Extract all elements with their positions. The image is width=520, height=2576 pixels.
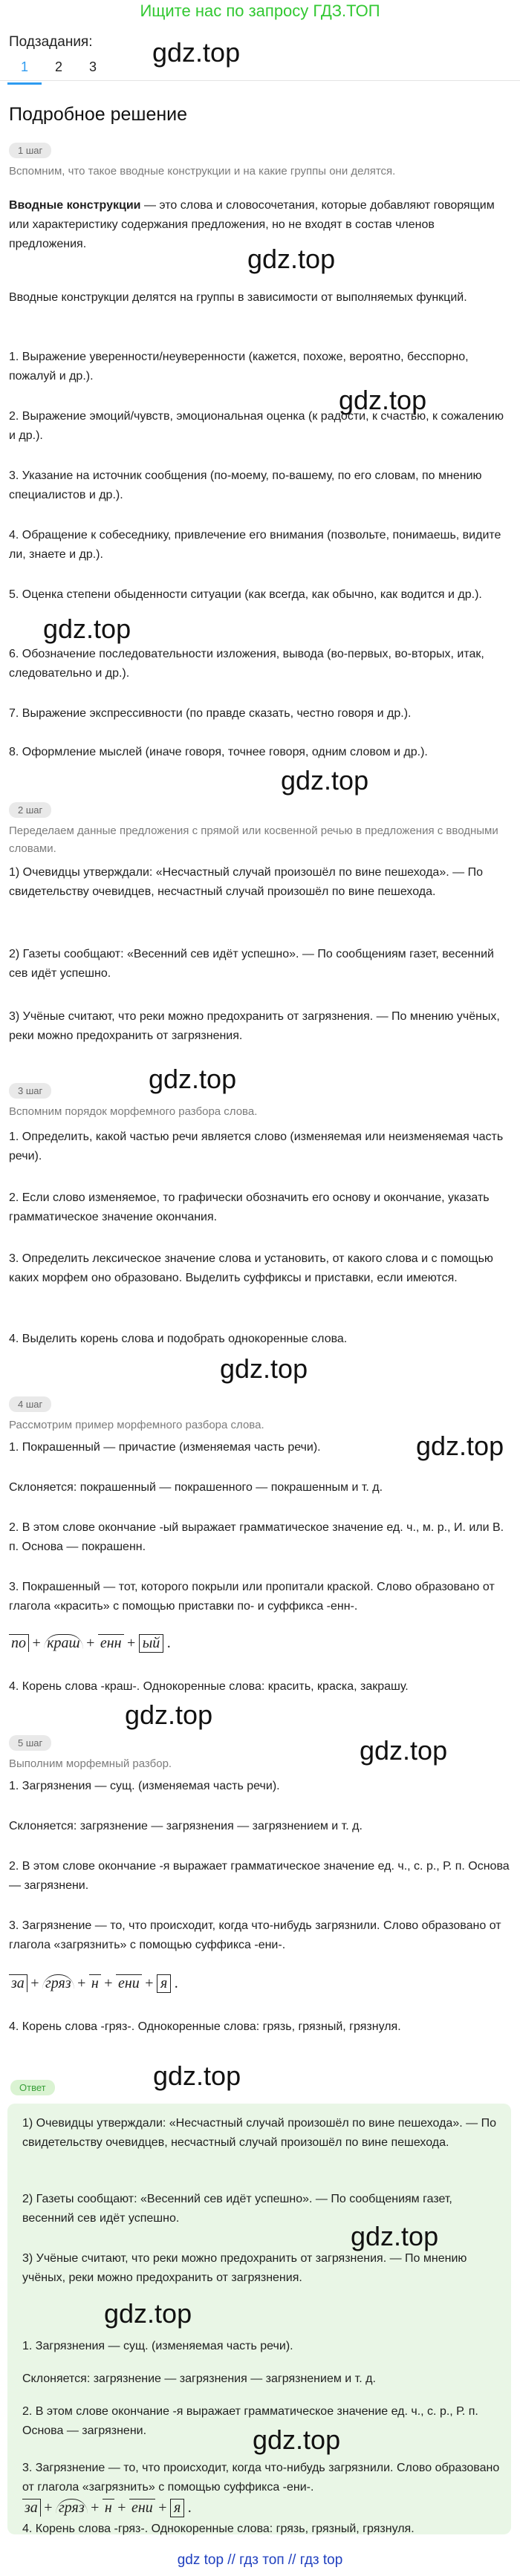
paragraph <box>9 288 511 308</box>
list-item <box>9 348 511 386</box>
list-item-text: 2. Выражение эмоций/чувств, эмоциональная оценка (к радости, к счастью, к сожалению и др.). <box>9 410 504 442</box>
list-item-text: 8. Оформление мыслей (иначе говоря, точнее говоря, одним словом и др.). <box>9 746 428 758</box>
watermark: gdz.top <box>360 1735 448 1766</box>
list-item <box>9 1916 511 1955</box>
morpheme-parse: за + гряз + н + ени + я . <box>22 2499 504 2517</box>
subtasks-label: Подзадания: <box>9 34 93 50</box>
list-item-text: 4. Выделить корень слова и подобрать однокоренные слова. <box>9 1333 348 1345</box>
watermark: gdz.top <box>247 244 336 274</box>
list-item <box>9 1128 511 1166</box>
answer-text: 2. В этом слове окончание -я выражает грамматическое значение ед. ч., с. р., Р. п. Основа — загрязнени. <box>22 2405 478 2437</box>
list-item <box>9 1677 511 1697</box>
morpheme-ending: я <box>157 1974 171 1993</box>
step-4 <box>9 1396 511 1434</box>
answer-text: 2) Газеты сообщают: «Весенний сев идёт успешно». — По сообщениям газет, весенний сев идёт успешно. <box>22 2193 452 2225</box>
answer-badge: Ответ <box>10 2080 55 2095</box>
answer-item <box>22 2370 504 2389</box>
list-item <box>9 1578 511 1616</box>
step-badge: 1 шаг <box>9 143 51 158</box>
tab-2[interactable]: 2 <box>54 59 62 74</box>
list-item-text: 4. Обращение к собеседнику, привлечение его внимания (позвольте, понимаешь, видите ли, знаете и др.). <box>9 529 501 561</box>
list-item <box>9 945 511 983</box>
list-item <box>9 1249 511 1288</box>
step-2 <box>9 802 511 858</box>
answer-text: 4. Корень слова -гряз-. Однокоренные слова: грязь, грязный, грязнуля. <box>22 2523 415 2535</box>
morpheme-ending: я <box>170 2499 184 2517</box>
list-item <box>9 704 511 723</box>
watermark: gdz.top <box>253 2424 341 2455</box>
morpheme-prefix: за <box>22 2499 41 2517</box>
watermark: gdz.top <box>125 1700 213 1730</box>
list-item <box>9 585 511 605</box>
morpheme-root: краш <box>44 1634 82 1652</box>
list-item <box>9 1478 511 1497</box>
list-item <box>9 1817 511 1836</box>
list-item-text: Склоняется: покрашенный — покрашенного — покрашенным и т. д. <box>9 1481 383 1494</box>
promo-link[interactable]: Ищите нас по запросу ГДЗ.ТОП <box>140 1 380 20</box>
list-item <box>9 1857 511 1896</box>
morpheme-suffix: ени <box>129 2499 155 2517</box>
list-item-text: 2. В этом слове окончание -я выражает грамматическое значение ед. ч., с. р., Р. п. Основа — загрязнени. <box>9 1860 510 1892</box>
list-item <box>9 466 511 505</box>
list-item-text: 3. Указание на источник сообщения (по-моему, по-вашему, по его словам, по мнению специалистов и др.). <box>9 469 482 501</box>
section-title: Подробное решение <box>9 104 188 125</box>
list-item <box>9 1007 511 1046</box>
list-item <box>9 407 511 446</box>
morpheme-prefix: по <box>9 1634 29 1652</box>
footer-watermark: gdz top // гдз топ // гдз top <box>177 2552 343 2568</box>
step-badge: 4 шаг <box>9 1396 51 1412</box>
list-item-text: 1. Загрязнения — сущ. (изменяемая часть речи). <box>9 1780 280 1792</box>
list-item-text: 3) Учёные считают, что реки можно предохранить от загрязнения. — По мнению учёных, реки можно предохранить от загрязнения. <box>9 1010 500 1042</box>
step-intro: Выполним морфемный разбор. <box>9 1757 172 1770</box>
answer-item <box>22 2249 504 2288</box>
list-item-text: 1. Выражение уверенности/неуверенности (кажется, похоже, вероятно, бесспорно, пожалуй и др.). <box>9 351 469 383</box>
watermark: gdz.top <box>43 614 131 644</box>
watermark: gdz.top <box>220 1353 308 1384</box>
morpheme-suffix: ени <box>116 1974 142 1992</box>
step-1 <box>9 143 511 180</box>
answer-text: 1. Загрязнения — сущ. (изменяемая часть речи). <box>22 2340 293 2352</box>
list-item <box>9 743 511 762</box>
morpheme-suffix: енн <box>98 1634 124 1652</box>
list-item <box>9 526 511 565</box>
answer-item <box>22 2459 504 2497</box>
term: Вводные конструкции <box>9 199 141 212</box>
morpheme-ending: ый <box>139 1634 164 1653</box>
watermark: gdz.top <box>149 1064 237 1094</box>
watermark: gdz.top <box>351 2221 439 2251</box>
list-item-text: Склоняется: загрязнение — загрязнения — загрязнением и т. д. <box>9 1820 363 1832</box>
list-item-text: 3. Покрашенный — тот, которого покрыли или пропитали краской. Слово образовано от глагола «красить» с помощью приставки по- и суффикса -енн-. <box>9 1581 495 1613</box>
step-intro: Переделаем данные предложения с прямой или косвенной речью в предложения с вводными словами. <box>9 824 498 855</box>
list-item-text: 2. Если слово изменяемое, то графически обозначить его основу и окончание, указать грамматическое значение окончания. <box>9 1191 490 1223</box>
list-item-text: 4. Корень слова -гряз-. Однокоренные слова: грязь, грязный, грязнуля. <box>9 2020 401 2033</box>
list-item-text: 2) Газеты сообщают: «Весенний сев идёт успешно». — По сообщениям газет, весенний сев идёт успешно. <box>9 948 494 980</box>
tab-1[interactable]: 1 <box>7 55 42 85</box>
definition-text: — это слова и словосочетания, которые добавляют говорящим или характеристику содержания предложения, но не входят в состав членов предложения. <box>9 199 495 250</box>
list-item <box>9 1777 511 1796</box>
morpheme-parse: по + краш + енн + ый . <box>9 1634 511 1653</box>
list-item <box>9 863 511 902</box>
answer-item <box>22 2520 504 2539</box>
watermark: gdz.top <box>281 765 369 796</box>
step-intro: Вспомним, что такое вводные конструкции и на какие группы они делятся. <box>9 165 396 178</box>
watermark: gdz.top <box>339 385 427 415</box>
step-intro: Рассмотрим пример морфемного разбора слова. <box>9 1419 264 1431</box>
step-badge: 3 шаг <box>9 1083 51 1099</box>
list-item-text: 3. Определить лексическое значение слова и установить, от какого слова и с помощью каких морфем оно образовано. Выделить суффиксы и приставки, если имеются. <box>9 1252 493 1284</box>
morpheme-parse: за + гряз + н + ени + я . <box>9 1974 511 1993</box>
watermark: gdz.top <box>104 2298 192 2329</box>
answer-text: 3) Учёные считают, что реки можно предохранить от загрязнения. — По мнению учёных, реки можно предохранить от загрязнения. <box>22 2252 467 2284</box>
list-item-text: 2. В этом слове окончание -ый выражает грамматическое значение ед. ч., м. р., И. или В. п. Основа — покрашенн. <box>9 1521 504 1553</box>
list-item-text: 7. Выражение экспрессивности (по правде сказать, честно говоря и др.). <box>9 707 412 720</box>
step-badge: 5 шаг <box>9 1735 51 1751</box>
list-item-text: 4. Корень слова -краш-. Однокоренные слова: красить, краска, закрашу. <box>9 1680 409 1693</box>
list-item-text: 3. Загрязнение — то, что происходит, когда что-нибудь загрязнили. Слово образовано от глагола «загрязнить» с помощью суффикса -ени-. <box>9 1919 501 1951</box>
paragraph-text: Вводные конструкции делятся на группы в зависимости от выполняемых функций. <box>9 291 467 304</box>
watermark: gdz.top <box>416 1431 504 1461</box>
step-badge: 2 шаг <box>9 802 51 818</box>
tab-3[interactable]: 3 <box>88 59 97 74</box>
list-item <box>9 2017 511 2037</box>
list-item-text: 1. Покрашенный — причастие (изменяемая часть речи). <box>9 1441 321 1454</box>
morpheme-prefix: за <box>9 1974 27 1992</box>
list-item-text: 1. Определить, какой частью речи является слово (изменяемая или неизменяемая часть речи). <box>9 1131 504 1162</box>
answer-item <box>22 2337 504 2356</box>
answer-text: 1) Очевидцы утверждали: «Несчастный случай произошёл по вине пешехода». — По свидетельству очевидцев, несчастный случай произошёл по вине пешехода. <box>22 2117 496 2149</box>
watermark: gdz.top <box>152 37 241 68</box>
list-item-text: 5. Оценка степени обыденности ситуации (как всегда, как обычно, как водится и др.). <box>9 588 482 601</box>
watermark: gdz.top <box>153 2061 241 2091</box>
list-item-text: 6. Обозначение последовательности изложения, вывода (во-первых, во-вторых, итак, следовательно и др.). <box>9 648 484 680</box>
answer-text: 3. Загрязнение — то, что происходит, когда что-нибудь загрязнили. Слово образовано от глагола «загрязнить» с помощью суффикса -ени-. <box>22 2462 500 2494</box>
step-intro: Вспомним порядок морфемного разбора слова. <box>9 1105 258 1118</box>
answer-item <box>22 2114 504 2153</box>
list-item <box>9 645 511 683</box>
list-item <box>9 1330 511 1349</box>
step-3 <box>9 1083 511 1121</box>
morpheme-root: гряз <box>56 2499 88 2517</box>
list-item <box>9 1518 511 1557</box>
answer-text: Склоняется: загрязнение — загрязнения — загрязнением и т. д. <box>22 2372 376 2385</box>
morpheme-suffix: н <box>89 1974 101 1992</box>
morpheme-root: гряз <box>42 1974 74 1992</box>
morpheme-suffix: н <box>103 2499 114 2517</box>
tabs-divider <box>0 80 520 81</box>
list-item <box>9 1188 511 1227</box>
list-item-text: 1) Очевидцы утверждали: «Несчастный случай произошёл по вине пешехода». — По свидетельству очевидцев, несчастный случай произошёл по вине пешехода. <box>9 866 483 898</box>
